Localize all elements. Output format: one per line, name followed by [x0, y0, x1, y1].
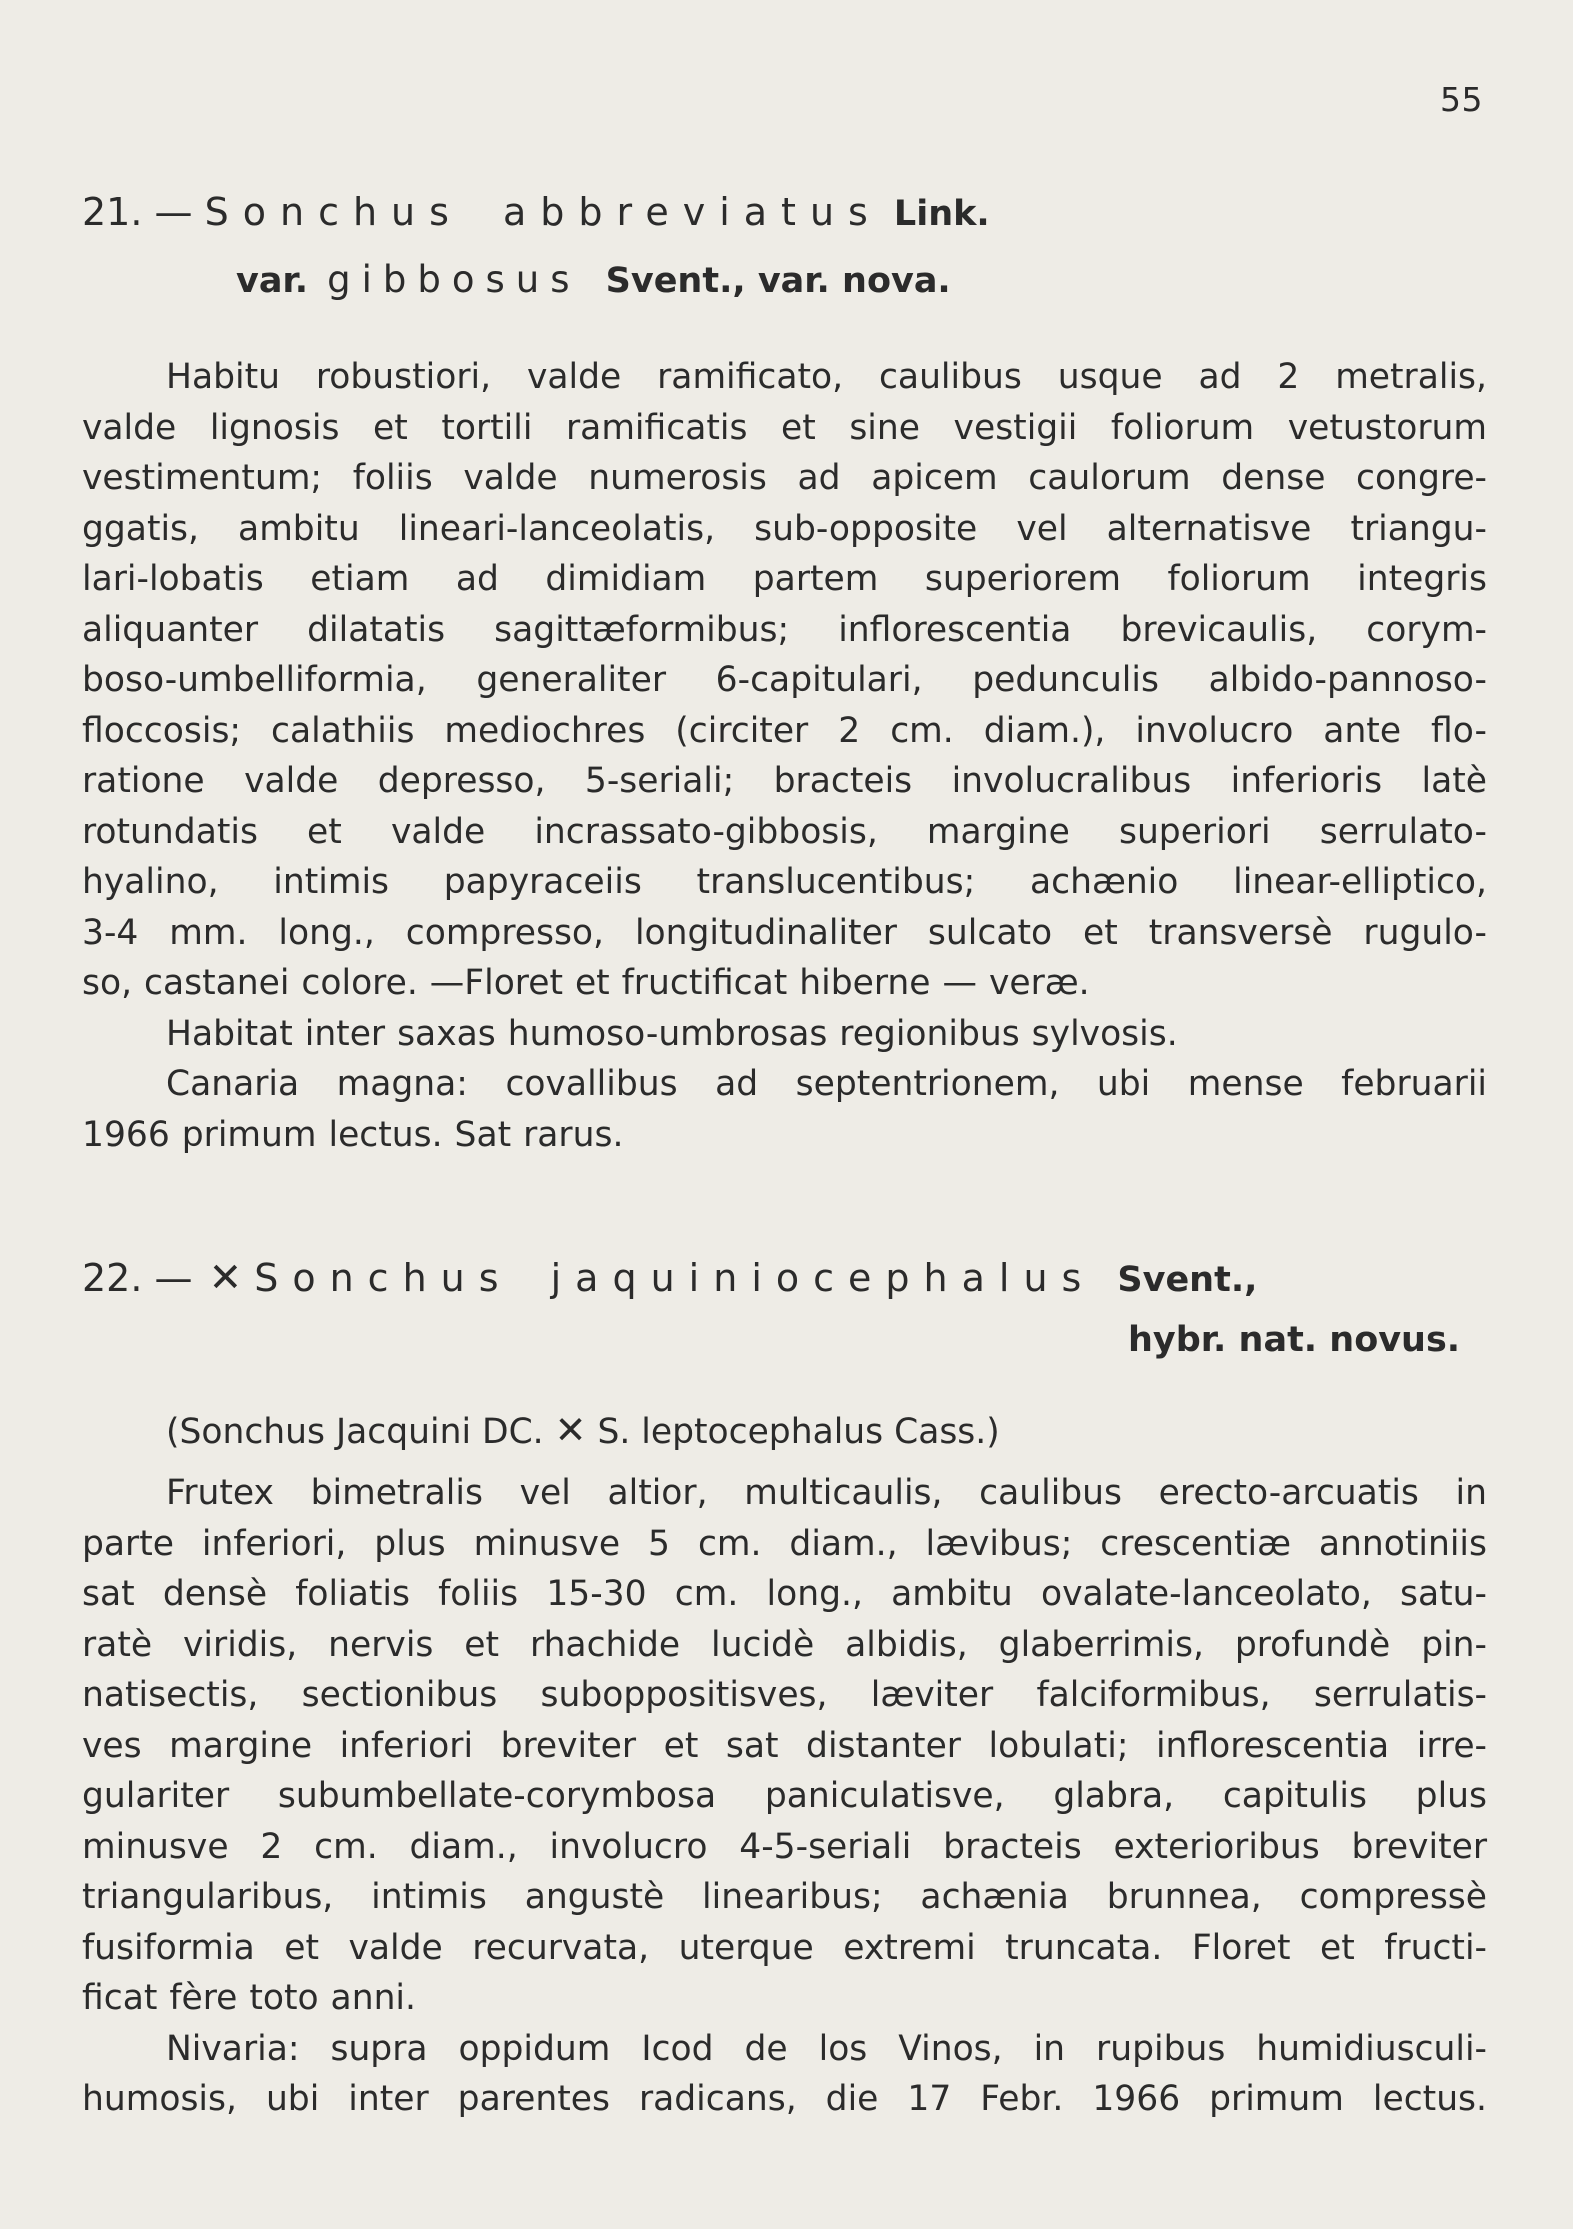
- entry21-habitat: Habitat inter saxas humoso-umbrosas regionibus sylvosis.: [166, 1013, 1178, 1054]
- entry22-desc-line: Frutex bimetralis vel altior, multicaulis, caulibus erecto-arcuatis in: [166, 1473, 1487, 1513]
- entry22-parentage: [166, 1408, 1000, 1452]
- entry21-desc-line: 3-4 mm. long., compresso, longitudinaliter sulcato et transversè rugulo-: [82, 912, 1487, 953]
- entry21-desc-line: lari-lobatis etiam ad dimidiam partem superiorem foliorum integris: [82, 559, 1487, 599]
- entry21-author: Link.: [893, 194, 990, 234]
- entry22-hybrid-note: hybr. nat. novus.: [1128, 1320, 1461, 1360]
- entry21-desc-line: Habitu robustiori, valde ramificato, caulibus usque ad 2 metralis,: [166, 357, 1487, 397]
- entry21-variety: gibbosus: [327, 258, 581, 301]
- entry21-var-label: var.: [236, 261, 308, 301]
- entry21-number: 21. —: [82, 190, 193, 234]
- entry21-genus: Sonchus: [204, 190, 463, 234]
- entry22-desc-line: natisectis, sectionibus suboppositisves, læviter falciformibus, serrulatis-: [82, 1675, 1487, 1715]
- entry21-species: abbreviatus: [503, 190, 882, 234]
- page-number: 55: [1440, 80, 1483, 119]
- entry21-desc-line: ggatis, ambitu lineari-lanceolatis, sub-opposite vel alternatisve triangu-: [82, 508, 1487, 549]
- entry22-species: jaquiniocephalus: [550, 1256, 1096, 1300]
- entry22-parent-b: S. leptocephalus Cass.): [597, 1412, 1000, 1452]
- entry21-desc-line: ratione valde depresso, 5-seriali; bracteis involucralibus inferioris latè: [82, 761, 1487, 801]
- entry22-locality-line: Nivaria: supra oppidum Icod de los Vinos, in rupibus humidiusculi-: [166, 2028, 1487, 2069]
- entry22-desc-line: triangularibus, intimis angustè linearibus; achænia brunnea, compressè: [82, 1877, 1487, 1917]
- entry21-desc-line: boso-umbelliformia, generaliter 6-capitulari, pedunculis albido-pannoso-: [82, 660, 1487, 700]
- entry22-desc-line: ficat fère toto anni.: [82, 1978, 416, 2018]
- entry21-desc-line: valde lignosis et tortili ramificatis et sine vestigii foliorum vetustorum: [82, 407, 1487, 448]
- entry22-desc-line: fusiformia et valde recurvata, uterque extremi truncata. Floret et fructi-: [82, 1927, 1487, 1968]
- entry22-desc-line: ves margine inferiori breviter et sat distanter lobulati; inflorescentia irre-: [82, 1725, 1487, 1766]
- parentage-cross-icon: ✕: [554, 1408, 587, 1452]
- entry22-parent-a: (Sonchus Jacquini DC.: [166, 1412, 544, 1452]
- entry22-desc-line: parte inferiori, plus minusve 5 cm. diam., lævibus; crescentiæ annotiniis: [82, 1523, 1487, 1564]
- hybrid-cross-icon: ✕: [208, 1255, 243, 1301]
- entry21-desc-line: vestimentum; foliis valde numerosis ad apicem caulorum dense congre-: [82, 458, 1487, 498]
- entry22-hybrid-note-line: [1128, 1320, 1460, 1360]
- entry22-locality-line: humosis, ubi inter parentes radicans, die 17 Febr. 1966 primum lectus.: [82, 2079, 1487, 2119]
- entry22-desc-line: gulariter subumbellate-corymbosa paniculatisve, glabra, capitulis plus: [82, 1776, 1487, 1816]
- entry22-desc-line: minusve 2 cm. diam., involucro 4-5-seriali bracteis exterioribus breviter: [82, 1826, 1487, 1867]
- entry22-genus: Sonchus: [254, 1256, 513, 1300]
- entry21-heading: [82, 190, 990, 234]
- entry21-description: [82, 352, 1487, 1160]
- entry21-locality-line: 1966 primum lectus. Sat rarus.: [82, 1114, 624, 1155]
- entry21-desc-line: aliquanter dilatatis sagittæformibus; inflorescentia brevicaulis, corym-: [82, 609, 1487, 650]
- entry21-desc-line: rotundatis et valde incrassato-gibbosis, margine superiori serrulato-: [82, 811, 1487, 852]
- entry21-desc-line: floccosis; calathiis mediochres (circiter 2 cm. diam.), involucro ante flo-: [82, 710, 1487, 751]
- entry22-desc-line: sat densè foliatis foliis 15-30 cm. long., ambitu ovalate-lanceolato, satu-: [82, 1574, 1487, 1614]
- entry22-author: Svent.,: [1117, 1260, 1258, 1300]
- entry22-heading: [82, 1255, 1257, 1301]
- entry22-number: 22. —: [82, 1256, 193, 1300]
- entry21-locality-line: Canaria magna: covallibus ad septentrionem, ubi mense februarii: [166, 1064, 1487, 1104]
- entry21-variety-line: [236, 258, 951, 301]
- entry21-var-author: Svent., var. nova.: [605, 261, 951, 301]
- entry21-desc-line: so, castanei colore. —Floret et fructificat hiberne — veræ.: [82, 963, 1090, 1003]
- entry22-description: [82, 1468, 1487, 2125]
- entry22-desc-line: ratè viridis, nervis et rhachide lucidè albidis, glaberrimis, profundè pin-: [82, 1624, 1487, 1665]
- entry21-desc-line: hyalino, intimis papyraceiis translucentibus; achænio linear-elliptico,: [82, 862, 1487, 902]
